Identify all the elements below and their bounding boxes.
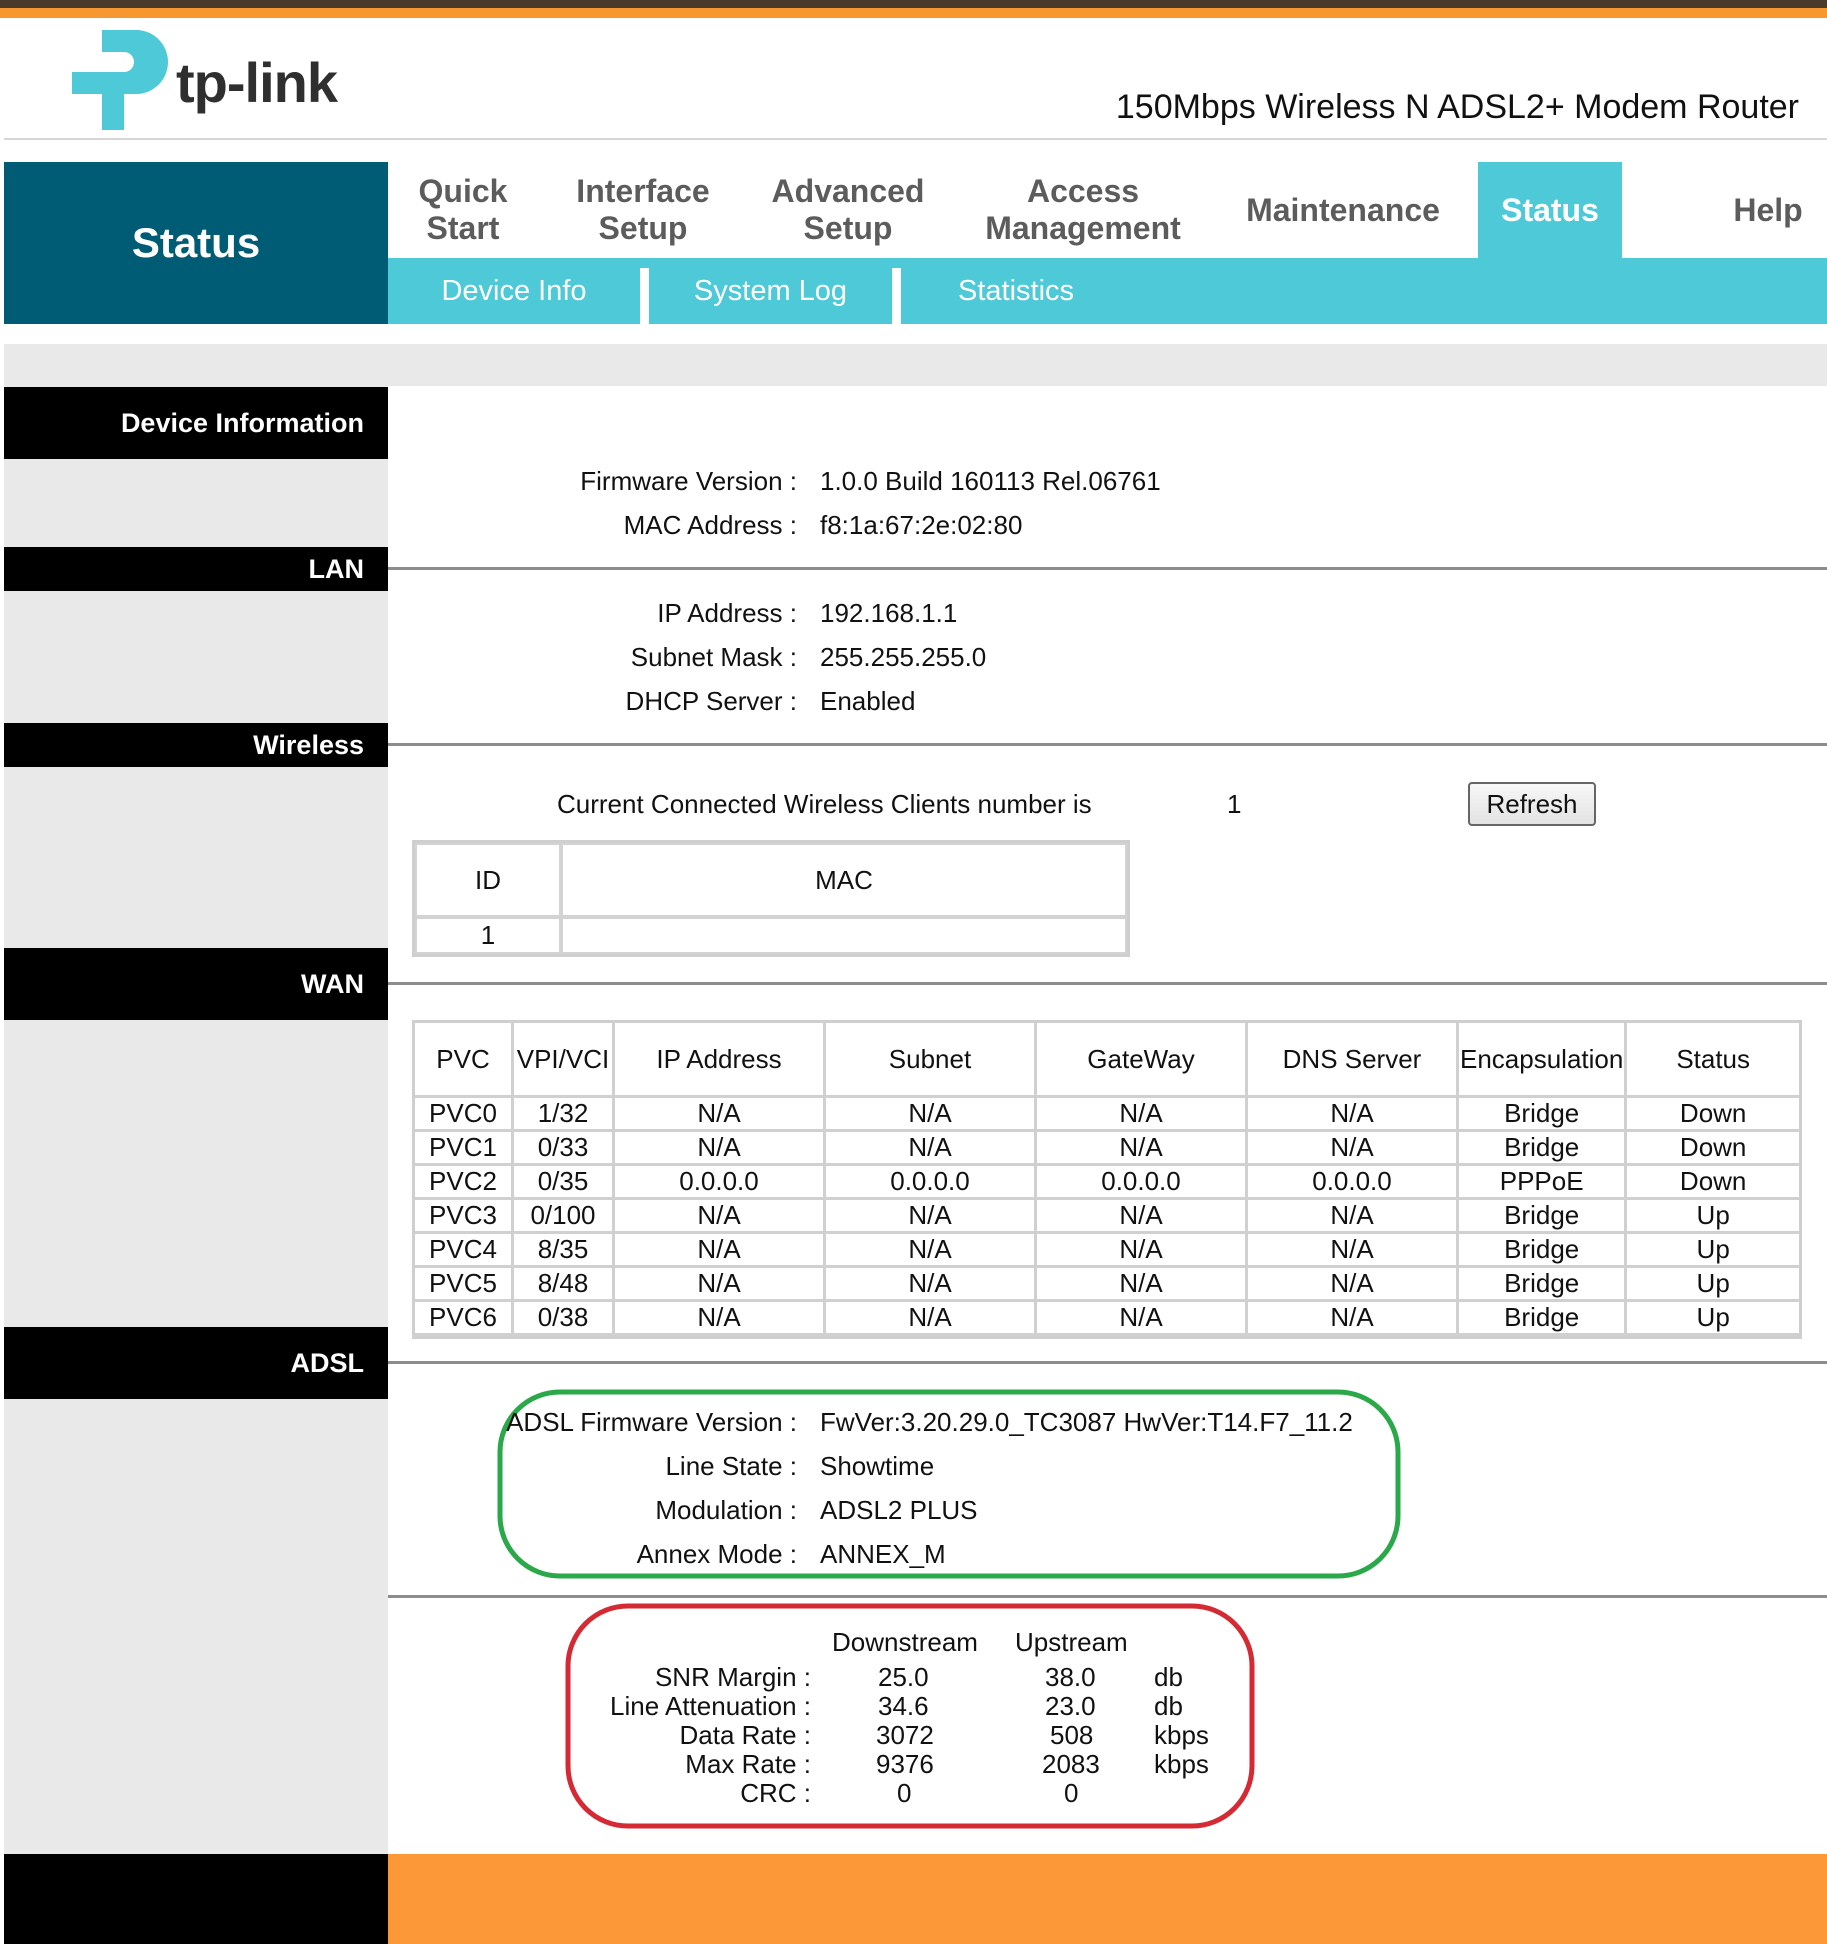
table-cell: PVC0 xyxy=(415,1098,514,1132)
line-attenuation-up: 23.0 xyxy=(1045,1691,1096,1721)
col-header: Encapsulation xyxy=(1459,1023,1627,1098)
snr-margin-down: 25.0 xyxy=(878,1662,929,1692)
modulation-value: ADSL2 PLUS xyxy=(820,1495,978,1525)
content-top-band xyxy=(388,344,1827,386)
max-rate-up: 2083 xyxy=(1042,1749,1100,1779)
nav-access-management[interactable] xyxy=(978,162,1188,258)
lan-ip-value: 192.168.1.1 xyxy=(820,598,958,628)
nav-label: Quick Start xyxy=(418,173,508,246)
table-row xyxy=(415,1166,1799,1200)
table-row xyxy=(415,1132,1799,1166)
modulation-label: Modulation : xyxy=(655,1495,797,1525)
table-cell: Up xyxy=(1627,1268,1799,1302)
table-row xyxy=(415,1302,1799,1336)
table-cell: Bridge xyxy=(1459,1302,1627,1336)
table-cell: 1/32 xyxy=(514,1098,615,1132)
footer-left-block xyxy=(4,1854,388,1944)
section-wireless: Wireless xyxy=(4,723,388,767)
table-row xyxy=(415,1234,1799,1268)
top-accent-strip xyxy=(0,0,1827,8)
crc-label: CRC : xyxy=(740,1778,811,1808)
section-divider xyxy=(388,1361,1827,1364)
nav-label: Access Management xyxy=(985,173,1181,246)
section-wan: WAN xyxy=(4,948,388,1020)
subnav-label: System Log xyxy=(693,274,848,307)
section-device-information: Device Information xyxy=(4,387,388,459)
table-cell: 0.0.0.0 xyxy=(1037,1166,1248,1200)
table-cell: PVC4 xyxy=(415,1234,514,1268)
table-cell: Bridge xyxy=(1459,1132,1627,1166)
firmware-version-value: 1.0.0 Build 160113 Rel.06761 xyxy=(820,466,1161,496)
table-cell: Bridge xyxy=(1459,1098,1627,1132)
table-cell: PVC5 xyxy=(415,1268,514,1302)
table-cell: 1 xyxy=(415,917,561,954)
crc-up: 0 xyxy=(1064,1778,1079,1808)
table-cell: Up xyxy=(1627,1200,1799,1234)
table-cell: Up xyxy=(1627,1302,1799,1336)
table-cell: N/A xyxy=(826,1132,1037,1166)
table-cell: N/A xyxy=(1037,1302,1248,1336)
table-cell: N/A xyxy=(1248,1302,1459,1336)
table-cell: Down xyxy=(1627,1098,1799,1132)
max-rate-label: Max Rate : xyxy=(685,1749,811,1779)
nav-help[interactable] xyxy=(1718,162,1818,258)
table-cell: PVC2 xyxy=(415,1166,514,1200)
lan-ip-label: IP Address : xyxy=(657,598,797,628)
crc-down: 0 xyxy=(897,1778,912,1808)
downstream-header: Downstream xyxy=(832,1627,978,1657)
col-header: Subnet xyxy=(826,1023,1037,1098)
table-row xyxy=(415,1098,1799,1132)
col-header: GateWay xyxy=(1037,1023,1248,1098)
table-cell: N/A xyxy=(1248,1132,1459,1166)
table-cell: N/A xyxy=(826,1268,1037,1302)
mac-address-value: f8:1a:67:2e:02:80 xyxy=(820,510,1023,540)
nav-label: Status xyxy=(1501,191,1599,228)
brand-name: tp-link xyxy=(176,51,337,114)
table-cell: Up xyxy=(1627,1234,1799,1268)
table-cell: N/A xyxy=(1248,1200,1459,1234)
table-cell: N/A xyxy=(615,1234,826,1268)
section-title: Status xyxy=(4,162,388,324)
nav-label: Interface Setup xyxy=(576,173,710,246)
snr-margin-up: 38.0 xyxy=(1045,1662,1096,1692)
table-cell: N/A xyxy=(1248,1098,1459,1132)
subnav-statistics[interactable] xyxy=(901,258,1131,324)
upstream-header: Upstream xyxy=(1015,1627,1128,1657)
table-cell: N/A xyxy=(1248,1268,1459,1302)
data-rate-unit: kbps xyxy=(1154,1720,1209,1750)
table-cell: PVC1 xyxy=(415,1132,514,1166)
table-cell: N/A xyxy=(615,1200,826,1234)
table-cell: 0/100 xyxy=(514,1200,615,1234)
table-cell: 0.0.0.0 xyxy=(615,1166,826,1200)
table-row xyxy=(415,917,1127,954)
table-cell: 0/33 xyxy=(514,1132,615,1166)
header-divider xyxy=(4,138,1827,140)
line-state-value: Showtime xyxy=(820,1451,935,1481)
subnav-label: Device Info xyxy=(441,274,587,307)
line-attenuation-label: Line Attenuation : xyxy=(610,1691,811,1721)
table-cell: N/A xyxy=(826,1302,1037,1336)
table-cell xyxy=(561,917,1127,954)
table-cell: Down xyxy=(1627,1166,1799,1200)
table-cell: Bridge xyxy=(1459,1200,1627,1234)
mac-address-label: MAC Address : xyxy=(623,510,797,540)
subnav-separator xyxy=(892,268,901,324)
table-cell: N/A xyxy=(615,1132,826,1166)
table-header-row xyxy=(415,843,1127,917)
max-rate-down: 9376 xyxy=(876,1749,934,1779)
table-row xyxy=(415,1200,1799,1234)
section-divider xyxy=(388,982,1827,985)
nav-label: Help xyxy=(1733,191,1803,228)
table-cell: 8/48 xyxy=(514,1268,615,1302)
table-cell: 8/35 xyxy=(514,1234,615,1268)
col-header: IP Address xyxy=(615,1023,826,1098)
table-cell: 0/38 xyxy=(514,1302,615,1336)
data-rate-label: Data Rate : xyxy=(679,1720,811,1750)
nav-label: Maintenance xyxy=(1246,191,1440,228)
wireless-clients-label: Current Connected Wireless Clients number is xyxy=(557,789,1092,819)
subnav-label: Statistics xyxy=(957,274,1075,307)
table-cell: N/A xyxy=(1248,1234,1459,1268)
dhcp-server-value: Enabled xyxy=(820,686,916,716)
data-rate-up: 508 xyxy=(1050,1720,1094,1750)
col-header: VPI/VCI xyxy=(514,1023,615,1098)
table-cell: Bridge xyxy=(1459,1234,1627,1268)
table-cell: N/A xyxy=(826,1098,1037,1132)
refresh-button[interactable]: Refresh xyxy=(1468,782,1596,826)
section-divider xyxy=(388,567,1827,570)
table-header-row xyxy=(415,1023,1799,1098)
table-cell: 0/35 xyxy=(514,1166,615,1200)
table-cell: N/A xyxy=(1037,1200,1248,1234)
table-cell: N/A xyxy=(615,1098,826,1132)
col-header: MAC xyxy=(561,843,1127,917)
table-cell: PVC3 xyxy=(415,1200,514,1234)
table-cell: Bridge xyxy=(1459,1268,1627,1302)
table-cell: N/A xyxy=(826,1200,1037,1234)
adsl-firmware-value: FwVer:3.20.29.0_TC3087 HwVer:T14.F7_11.2 xyxy=(820,1407,1353,1437)
sub-nav xyxy=(388,258,1827,324)
col-header: Status xyxy=(1627,1023,1799,1098)
top-orange-strip xyxy=(0,8,1827,18)
table-row xyxy=(415,1268,1799,1302)
dhcp-server-label: DHCP Server : xyxy=(625,686,797,716)
line-attenuation-unit: db xyxy=(1154,1691,1183,1721)
table-cell: Down xyxy=(1627,1132,1799,1166)
subnet-mask-label: Subnet Mask : xyxy=(630,642,797,672)
col-header: DNS Server xyxy=(1248,1023,1459,1098)
section-adsl: ADSL xyxy=(4,1327,388,1399)
nav-label: Advanced Setup xyxy=(771,173,925,246)
subnet-mask-value: 255.255.255.0 xyxy=(820,642,987,672)
footer-bar xyxy=(388,1854,1827,1944)
table-cell: PVC6 xyxy=(415,1302,514,1336)
wan-table xyxy=(412,1020,1802,1339)
col-header: ID xyxy=(415,843,561,917)
main-nav xyxy=(388,162,1827,258)
table-cell: 0.0.0.0 xyxy=(826,1166,1037,1200)
section-lan: LAN xyxy=(4,547,388,591)
nav-advanced-setup[interactable] xyxy=(768,162,928,258)
table-cell: N/A xyxy=(1037,1132,1248,1166)
col-header: PVC xyxy=(415,1023,514,1098)
nav-status[interactable] xyxy=(1478,162,1622,258)
nav-quick-start[interactable] xyxy=(398,162,528,258)
table-cell: N/A xyxy=(615,1268,826,1302)
nav-interface-setup[interactable] xyxy=(568,162,718,258)
wireless-clients-count: 1 xyxy=(1227,789,1242,819)
table-cell: N/A xyxy=(1037,1268,1248,1302)
subnav-device-info[interactable] xyxy=(388,258,640,324)
product-name: 150Mbps Wireless N ADSL2+ Modem Router xyxy=(1115,88,1799,126)
section-divider xyxy=(388,1595,1827,1598)
snr-margin-unit: db xyxy=(1154,1662,1183,1692)
wireless-clients-table xyxy=(412,840,1130,957)
annex-mode-value: ANNEX_M xyxy=(820,1539,946,1569)
table-cell: N/A xyxy=(826,1234,1037,1268)
adsl-firmware-label: ADSL Firmware Version : xyxy=(506,1407,797,1437)
subnav-system-log[interactable] xyxy=(649,258,892,324)
line-state-label: Line State : xyxy=(665,1451,797,1481)
data-rate-down: 3072 xyxy=(876,1720,934,1750)
annex-mode-label: Annex Mode : xyxy=(636,1539,797,1569)
table-cell: 0.0.0.0 xyxy=(1248,1166,1459,1200)
max-rate-unit: kbps xyxy=(1154,1749,1209,1779)
subnav-separator xyxy=(640,268,649,324)
firmware-version-label: Firmware Version : xyxy=(580,466,797,496)
table-cell: N/A xyxy=(615,1302,826,1336)
table-cell: N/A xyxy=(1037,1234,1248,1268)
table-cell: PPPoE xyxy=(1459,1166,1627,1200)
section-divider xyxy=(388,743,1827,746)
line-attenuation-down: 34.6 xyxy=(878,1691,929,1721)
snr-margin-label: SNR Margin : xyxy=(654,1662,811,1692)
table-cell: N/A xyxy=(1037,1098,1248,1132)
nav-maintenance[interactable] xyxy=(1238,162,1448,258)
